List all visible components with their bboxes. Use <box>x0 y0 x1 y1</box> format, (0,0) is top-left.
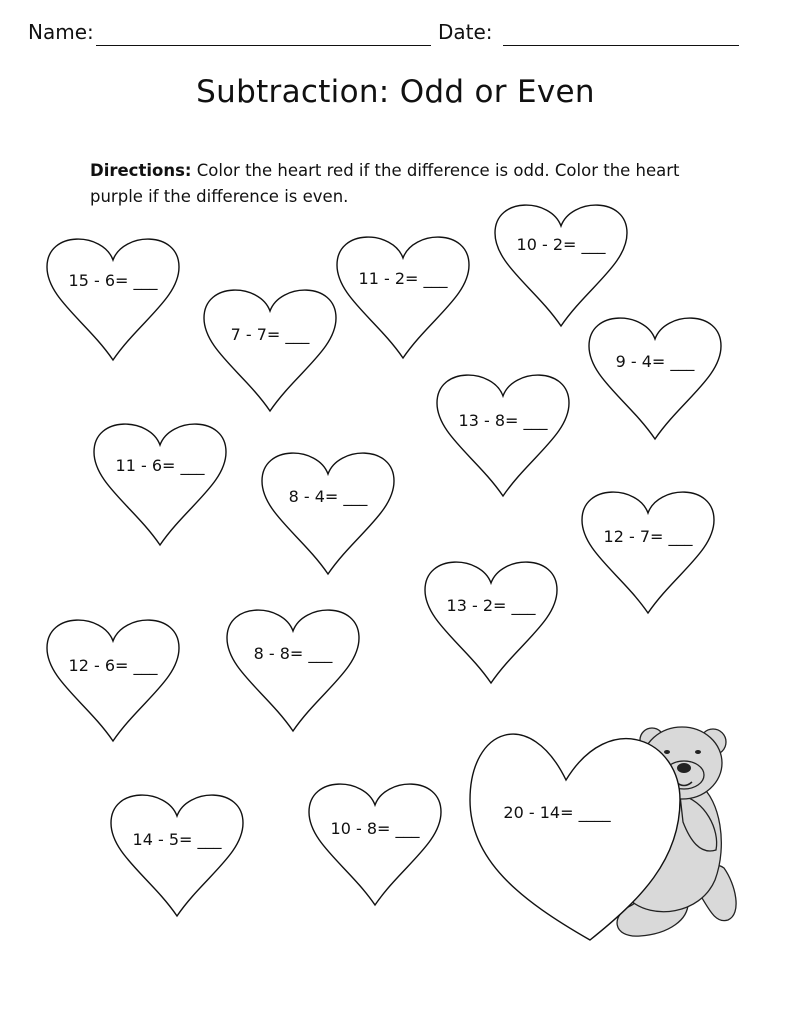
problem-text-1: 15 - 6= ___ <box>68 271 158 290</box>
problem-text-9: 12 - 7= ___ <box>603 527 693 546</box>
heart-problem-3[interactable] <box>337 237 469 358</box>
problem-text-15: 20 - 14= ____ <box>503 803 611 822</box>
problem-text-4: 10 - 2= ___ <box>516 235 606 254</box>
heart-problem-6[interactable] <box>437 375 569 496</box>
heart-problem-4[interactable] <box>495 205 627 326</box>
name-label: Name: <box>28 20 94 44</box>
heart-problem-9[interactable] <box>582 492 714 613</box>
problem-text-7: 11 - 6= ___ <box>115 456 205 475</box>
problem-text-11: 12 - 6= ___ <box>68 656 158 675</box>
heart-problem-13[interactable] <box>111 795 243 916</box>
heart-problem-1[interactable] <box>47 239 179 360</box>
heart-problem-5[interactable] <box>589 318 721 439</box>
problem-text-10: 13 - 2= ___ <box>446 596 536 615</box>
problem-text-6: 13 - 8= ___ <box>458 411 548 430</box>
problem-text-5: 9 - 4= ___ <box>615 352 695 371</box>
heart-problem-10[interactable] <box>425 562 557 683</box>
directions-label: Directions: <box>90 161 192 180</box>
problem-text-13: 14 - 5= ___ <box>132 830 222 849</box>
heart-problem-12[interactable] <box>227 610 359 731</box>
heart-problem-8[interactable] <box>262 453 394 574</box>
problem-text-2: 7 - 7= ___ <box>230 325 310 344</box>
problem-text-12: 8 - 8= ___ <box>253 644 333 663</box>
worksheet-title: Subtraction: Odd or Even <box>196 74 595 110</box>
heart-problem-11[interactable] <box>47 620 179 741</box>
date-label: Date: <box>438 20 493 44</box>
heart-problem-2[interactable] <box>204 290 336 411</box>
problem-text-14: 10 - 8= ___ <box>330 819 420 838</box>
heart-problem-14[interactable] <box>309 784 441 905</box>
heart-problem-7[interactable] <box>94 424 226 545</box>
directions-text: Color the heart red if the difference is odd. Color the heart purple if the difference is even. <box>90 161 680 206</box>
problem-text-3: 11 - 2= ___ <box>358 269 448 288</box>
problem-text-8: 8 - 4= ___ <box>288 487 368 506</box>
